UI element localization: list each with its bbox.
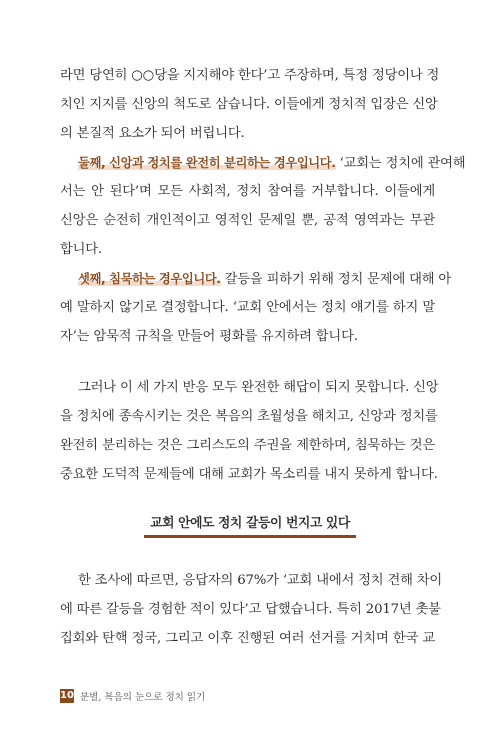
body-text-line: 에 따른 갈등을 경험한 적이 있다’고 답했습니다. 특히 2017년 촛불 bbox=[60, 602, 441, 617]
body-text-line: 한 조사에 따르면, 응답자의 67%가 ‘교회 내에서 정치 견해 차이 bbox=[78, 573, 443, 588]
body-text-line: 의 본질적 요소가 되어 버립니다. bbox=[60, 126, 245, 141]
body-text-line: 서는 안 된다’며 모든 사회적, 정치 참여를 거부합니다. 이들에게 bbox=[60, 184, 435, 199]
body-text-line: 을 정치에 종속시키는 것은 복음의 초월성을 해치고, 신앙과 정치를 bbox=[60, 409, 438, 424]
body-text-line: 집회와 탄핵 정국, 그리고 이후 진행된 여러 선거를 거치며 한국 교 bbox=[60, 631, 435, 646]
body-text-line: 합니다. bbox=[60, 242, 102, 257]
body-text-line bbox=[78, 269, 452, 290]
body-text-line: 신앙은 순전히 개인적이고 영적인 문제일 뿐, 공적 영역과는 무관 bbox=[60, 213, 435, 228]
body-text-line bbox=[78, 153, 466, 174]
page-footer bbox=[60, 689, 205, 703]
body-text-fragment: ‘교회는 정치에 관여해 bbox=[335, 156, 466, 171]
body-text-line: 예 말하지 않기로 결정합니다. ‘교회 안에서는 정치 얘기를 하지 말 bbox=[60, 300, 435, 315]
running-title: 분별, 복음의 눈으로 정치 읽기 bbox=[80, 692, 206, 703]
section-heading-text: 교회 안에도 정치 갈등이 번지고 있다 bbox=[144, 512, 356, 538]
body-text-line: 치인 지지를 신앙의 척도로 삼습니다. 이들에게 정치적 입장은 신앙 bbox=[60, 97, 438, 112]
body-text-fragment: 갈등을 피하기 위해 정치 문제에 대해 아 bbox=[220, 272, 452, 287]
highlighted-lead-text: 둘째, 신앙과 정치를 완전히 분리하는 경우입니다. bbox=[78, 156, 336, 170]
body-text-line: 중요한 도덕적 문제들에 대해 교회가 목소리를 내지 못하게 합니다. bbox=[60, 467, 438, 482]
body-text-line: 완전히 분리하는 것은 그리스도의 주권을 제한하며, 침묵하는 것은 bbox=[60, 438, 435, 453]
section-heading bbox=[0, 512, 500, 538]
body-text-line: 그러나 이 세 가지 반응 모두 완전한 해답이 되지 못합니다. 신앙 bbox=[78, 380, 439, 395]
highlighted-lead-text: 셋째, 침묵하는 경우입니다. bbox=[78, 272, 221, 286]
body-text-line: 자’는 암묵적 규칙을 만들어 평화를 유지하려 합니다. bbox=[60, 329, 358, 344]
body-text-line: 라면 당연히 ○○당을 지지해야 한다’고 주장하며, 특정 정당이나 정 bbox=[60, 68, 440, 83]
page-number: 10 bbox=[60, 690, 74, 701]
